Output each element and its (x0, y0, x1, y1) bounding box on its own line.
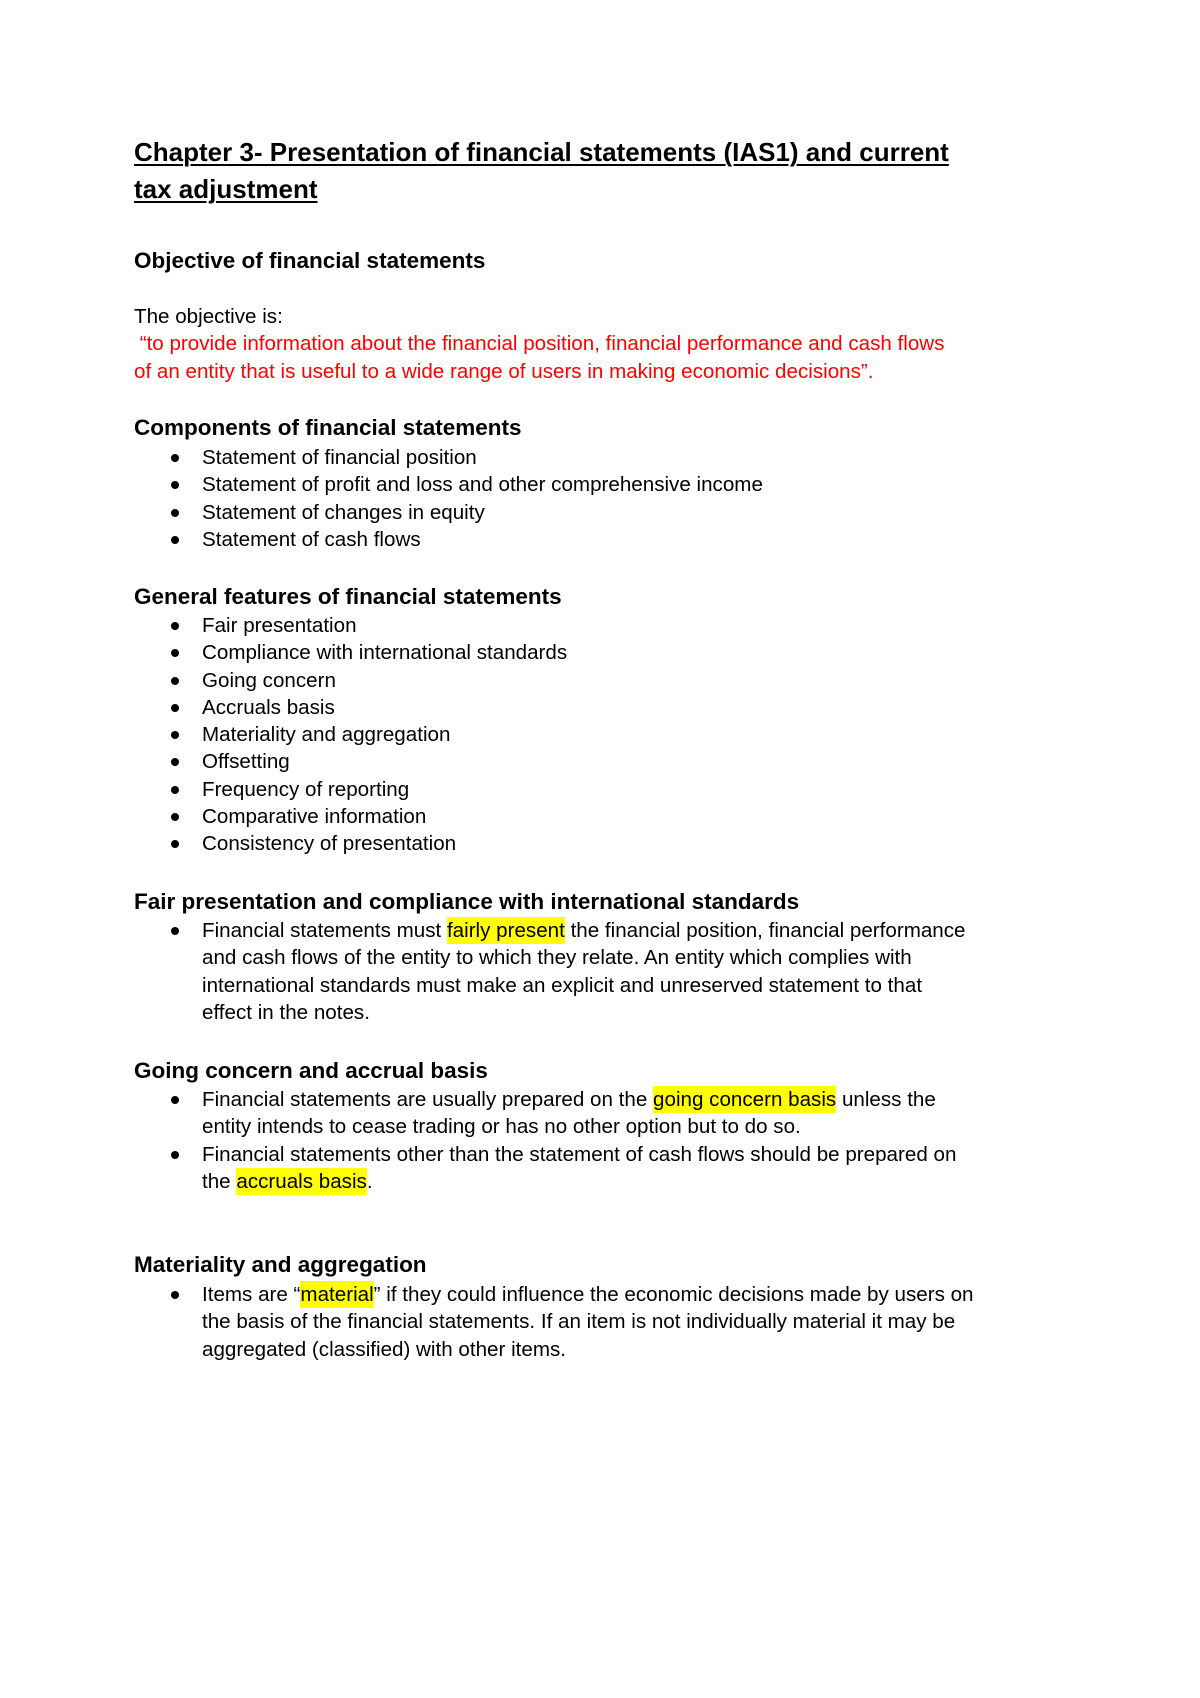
paragraph-line (202, 1086, 956, 1113)
materiality-bullets (134, 1281, 974, 1363)
bullet-icon (171, 536, 179, 544)
going-concern-bullets (134, 1086, 956, 1195)
section-heading-materiality: Materiality and aggregation (134, 1252, 427, 1277)
objective-intro: The objective is: (134, 305, 283, 328)
list-item-text: Consistency of presentation (202, 832, 457, 856)
list-item (134, 776, 567, 803)
highlighted-text: going concern basis (653, 1088, 837, 1111)
list-item (134, 748, 567, 775)
bullet-icon (171, 1291, 179, 1299)
text-segment: the financial position, financial performance (564, 919, 966, 942)
text-segment: unless the (836, 1088, 936, 1111)
bullet-icon (171, 622, 179, 630)
section-heading-fair-presentation: Fair presentation and compliance with international standards (134, 889, 800, 914)
list-item (134, 612, 567, 639)
bullet-icon (171, 840, 179, 848)
bullet-icon (171, 481, 179, 489)
objective-quote-line: of an entity that is useful to a wide range of users in making economic decisions”. (134, 359, 874, 383)
text-segment: Financial statements are usually prepared on the (202, 1088, 654, 1111)
list-item (134, 499, 763, 526)
paragraph-line: aggregated (classified) with other items. (202, 1337, 566, 1361)
list-item (134, 830, 567, 857)
list-item-text: Statement of financial position (202, 446, 477, 469)
list-item (134, 444, 763, 471)
text-segment: Items are “ (202, 1283, 301, 1306)
bullet-icon (171, 509, 179, 517)
list-item (134, 667, 567, 694)
section-heading-general-features: General features of financial statements (134, 584, 562, 609)
list-item (134, 471, 763, 498)
bullet-icon (171, 927, 179, 935)
bullet-paragraph (134, 917, 966, 1026)
text-segment: the (202, 1169, 237, 1193)
bullet-icon (171, 677, 179, 685)
bullet-paragraph (134, 1086, 956, 1141)
page-title: Chapter 3- Presentation of financial statements (IAS1) and current tax adjustment (134, 137, 949, 204)
bullet-icon (171, 731, 179, 739)
list-item-text: Going concern (202, 668, 336, 692)
bullet-icon (171, 786, 179, 794)
highlighted-text: material (300, 1283, 374, 1306)
fair-presentation-bullets (134, 917, 966, 1026)
text-segment: Financial statements must (202, 919, 447, 942)
paragraph-line (202, 1168, 956, 1195)
paragraph-line: the basis of the financial statements. If an item is not individually material it may be (202, 1310, 956, 1334)
list-item (134, 803, 567, 830)
objective-quote-line: “to provide information about the financial position, financial performance and cash flows (134, 332, 945, 356)
bullet-icon (171, 649, 179, 657)
bullet-paragraph (134, 1141, 956, 1196)
list-item-text: Statement of changes in equity (202, 500, 485, 524)
bullet-icon (171, 704, 179, 712)
list-item-text: Fair presentation (202, 614, 357, 637)
list-item-text: Accruals basis (202, 695, 335, 719)
paragraph-line: international standards must make an explicit and unreserved statement to that (202, 973, 923, 997)
highlighted-text: accruals basis (236, 1169, 367, 1193)
bullet-icon (171, 1096, 179, 1104)
list-item-text: Frequency of reporting (202, 777, 410, 801)
list-item (134, 694, 567, 721)
list-item-text: Offsetting (202, 750, 290, 774)
paragraph-line: effect in the notes. (202, 1000, 370, 1024)
list-item (134, 639, 567, 666)
text-segment: ” if they could influence the economic decisions made by users on (373, 1283, 974, 1306)
section-heading-going-concern: Going concern and accrual basis (134, 1058, 488, 1083)
bullet-icon (171, 813, 179, 821)
list-item (134, 721, 567, 748)
paragraph-line: and cash flows of the entity to which they relate. An entity which complies with (202, 946, 912, 970)
list-item-text: Comparative information (202, 805, 427, 829)
paragraph-line (202, 917, 966, 944)
text-segment: . (366, 1169, 373, 1193)
objective-body (134, 303, 944, 385)
section-heading-components: Components of financial statements (134, 415, 522, 440)
general-features-list (134, 612, 567, 858)
bullet-icon (171, 1151, 179, 1159)
components-list (134, 444, 763, 553)
list-item-text: Statement of profit and loss and other comprehensive income (202, 473, 763, 497)
highlighted-text: fairly present (446, 919, 565, 942)
list-item-text: Materiality and aggregation (202, 723, 451, 747)
bullet-icon (171, 454, 179, 462)
paragraph-line (202, 1281, 974, 1308)
section-heading-objective: Objective of financial statements (134, 248, 486, 273)
list-item-text: Compliance with international standards (202, 641, 568, 665)
bullet-paragraph (134, 1281, 974, 1363)
paragraph-line: entity intends to cease trading or has no other option but to do so. (202, 1115, 801, 1139)
bullet-icon (171, 758, 179, 766)
paragraph-line: Financial statements other than the statement of cash flows should be prepared on (202, 1142, 957, 1166)
list-item-text: Statement of cash flows (202, 527, 421, 551)
list-item (134, 526, 763, 553)
